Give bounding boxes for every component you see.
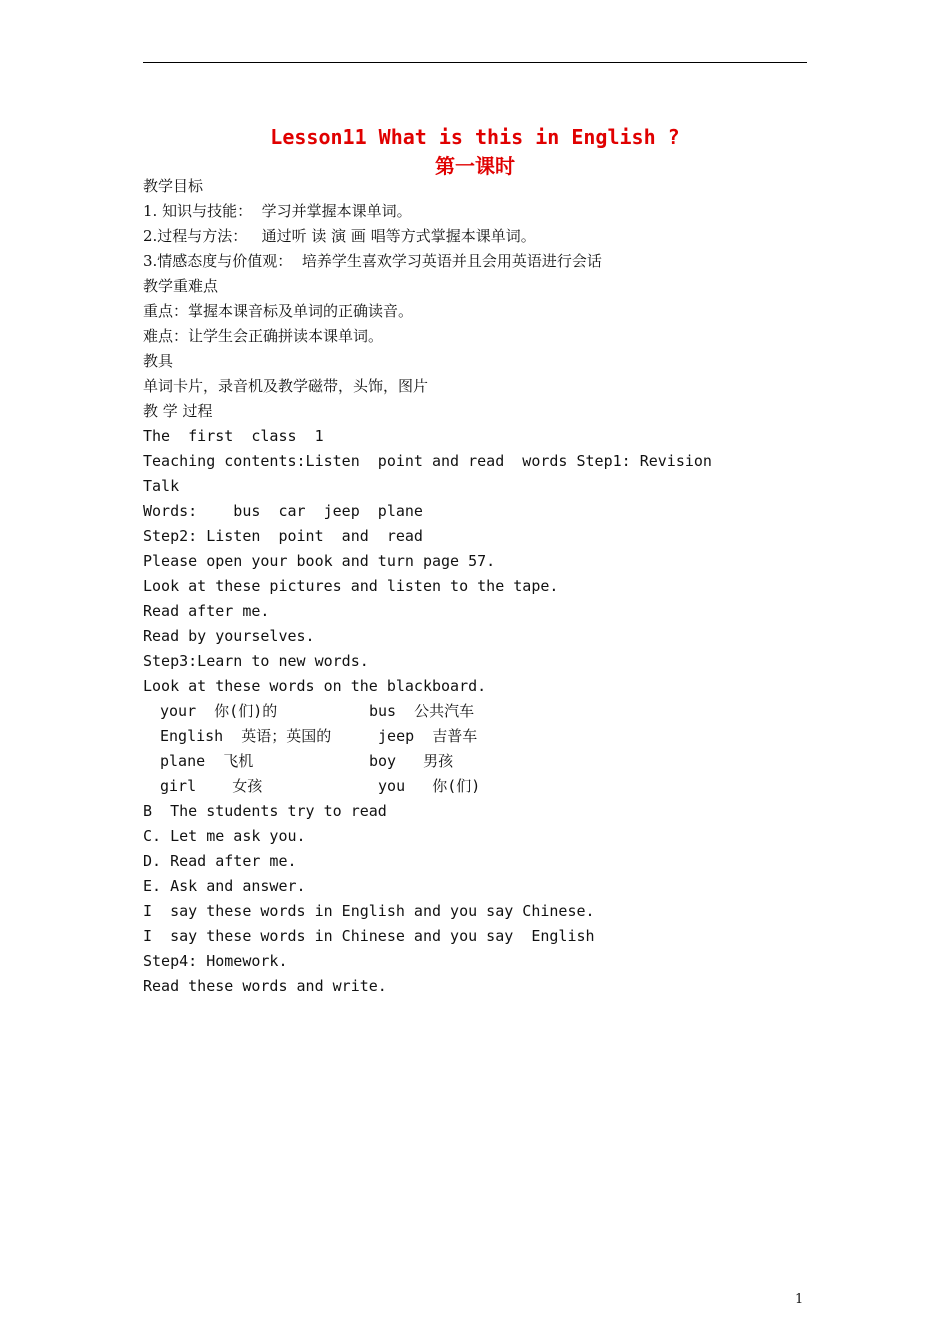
text-line: I say these words in English and you say Chinese. bbox=[143, 902, 595, 920]
text-line: 难点：让学生会正确拼读本课单词。 bbox=[143, 327, 384, 345]
vocab-right: boy 男孩 bbox=[369, 752, 454, 770]
vocab-right: bus 公共汽车 bbox=[369, 702, 475, 720]
text-line: Teaching contents:Listen point and read words Step1: Revision bbox=[143, 452, 712, 470]
text-line: 重点：掌握本课音标及单词的正确读音。 bbox=[143, 302, 414, 320]
text-line: Words: bus car jeep plane bbox=[143, 502, 423, 520]
text-line: Step2: Listen point and read bbox=[143, 527, 423, 545]
text-line: Talk bbox=[143, 477, 180, 495]
vocab-left: your 你(们)的 bbox=[160, 702, 278, 720]
text-line: 3.情感态度与价值观： 培养学生喜欢学习英语并且会用英语进行会话 bbox=[143, 252, 602, 270]
text-line: 2.过程与方法： 通过听 读 演 画 唱等方式掌握本课单词。 bbox=[143, 227, 536, 245]
text-line: Step4: Homework. bbox=[143, 952, 288, 970]
text-line: Read after me. bbox=[143, 602, 270, 620]
vocab-right: you 你(们) bbox=[369, 777, 481, 795]
text-line: 教具 bbox=[143, 352, 174, 370]
text-line: D. Read after me. bbox=[143, 852, 297, 870]
text-line: E. Ask and answer. bbox=[143, 877, 306, 895]
vocab-left: plane 飞机 bbox=[160, 752, 254, 770]
text-line: 教学目标 bbox=[143, 177, 204, 195]
text-line: 单词卡片，录音机及教学磁带，头饰，图片 bbox=[143, 377, 429, 395]
text-line: C. Let me ask you. bbox=[143, 827, 306, 845]
vocab-row bbox=[143, 749, 807, 774]
vocab-right: jeep 吉普车 bbox=[369, 727, 478, 745]
text-line: B The students try to read bbox=[143, 802, 387, 820]
vocab-left: girl 女孩 bbox=[160, 777, 263, 795]
text-line: The first class 1 bbox=[143, 427, 324, 445]
vocab-row bbox=[143, 699, 807, 724]
text-line: 教 学 过程 bbox=[143, 402, 213, 420]
text-line: Read by yourselves. bbox=[143, 627, 315, 645]
vocab-row bbox=[143, 774, 807, 799]
header-rule bbox=[143, 62, 807, 63]
text-line: Look at these words on the blackboard. bbox=[143, 677, 487, 695]
text-line: I say these words in Chinese and you say English bbox=[143, 927, 595, 945]
text-line: Read these words and write. bbox=[143, 977, 387, 995]
text-line: Please open your book and turn page 57. bbox=[143, 552, 496, 570]
page-number: 1 bbox=[795, 1292, 804, 1307]
text-line: Look at these pictures and listen to the tape. bbox=[143, 577, 559, 595]
text-line: Step3:Learn to new words. bbox=[143, 652, 369, 670]
document-body bbox=[143, 174, 807, 999]
vocab-row bbox=[143, 724, 807, 749]
text-line: 1. 知识与技能： 学习并掌握本课单词。 bbox=[143, 202, 412, 220]
lesson-title: Lesson11 What is this in English ? bbox=[270, 125, 680, 149]
vocab-left: English 英语；英国的 bbox=[160, 727, 332, 745]
text-line: 教学重难点 bbox=[143, 277, 219, 295]
lesson-subtitle: 第一课时 bbox=[435, 154, 515, 178]
